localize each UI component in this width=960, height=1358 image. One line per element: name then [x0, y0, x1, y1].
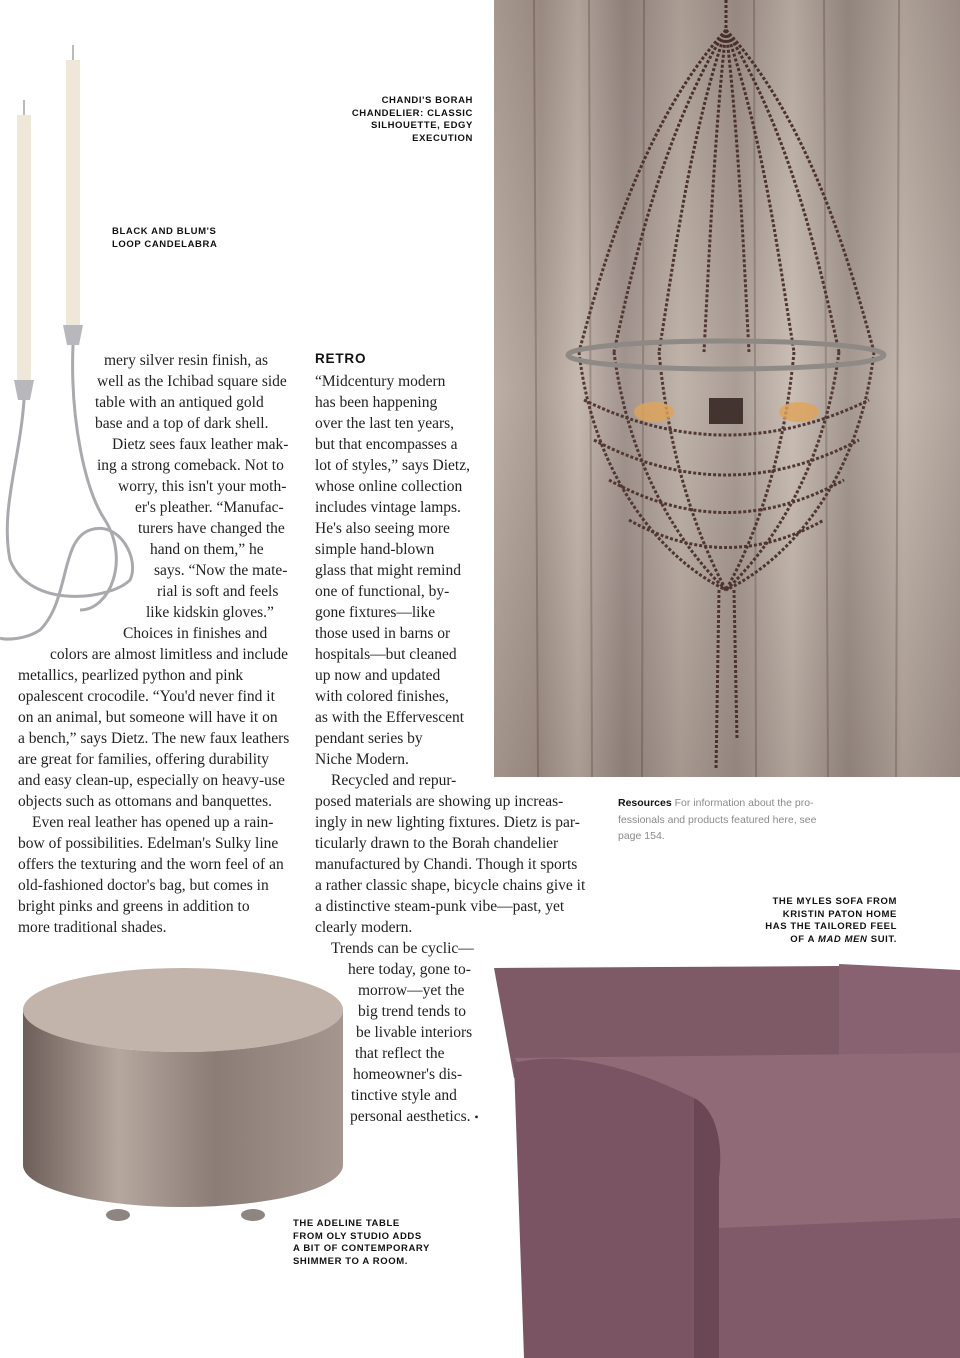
text-line: and easy clean-up, especially on heavy-use — [18, 772, 285, 789]
text-line: Recycled and repur- — [331, 772, 457, 789]
caption-line: SHIMMER TO A ROOM. — [293, 1255, 408, 1267]
text-line: whose online collection — [315, 478, 463, 495]
text-line: a bench,” says Dietz. The new faux leathers — [18, 730, 290, 747]
text-line: personal aesthetics. — [350, 1108, 471, 1125]
table-caption — [293, 1218, 463, 1268]
text-line: up now and updated — [315, 667, 441, 684]
caption-prefix: OF A — [790, 933, 818, 945]
text-line: says. “Now the mate- — [154, 562, 288, 579]
text-line: table with an antiqued gold — [95, 394, 264, 411]
text-line: simple hand-blown — [315, 541, 435, 558]
caption-line: SILHOUETTE, EDGY — [371, 120, 473, 131]
text-line: be livable interiors — [356, 1024, 473, 1041]
text-line: glass that might remind — [315, 562, 461, 579]
text-line: lot of styles,” says Dietz, — [315, 457, 470, 474]
caption-line: CHANDELIER: CLASSIC — [351, 107, 473, 119]
resources-line-1 — [618, 795, 888, 812]
text-line: rial is soft and feels — [157, 583, 279, 600]
caption-line: CHANDI'S BORAH — [381, 95, 473, 106]
text-line: offers the texturing and the worn feel of an — [18, 856, 284, 873]
text-line: here today, gone to- — [348, 961, 471, 978]
text-line: are great for families, offering durability — [18, 751, 270, 768]
text-line: those used in barns or — [315, 625, 451, 642]
candelabra-photo — [0, 40, 140, 650]
text-line: that reflect the — [355, 1045, 445, 1062]
text-line: morrow—yet the — [358, 982, 465, 999]
text-line: includes vintage lamps. — [315, 499, 461, 516]
text-line: on an animal, but someone will have it on — [18, 709, 278, 726]
text-line: hand on them,” he — [150, 541, 264, 558]
text-line: He's also seeing more — [315, 520, 450, 537]
text-line: ticularly drawn to the Borah chandelier — [315, 835, 559, 852]
table-photo — [18, 960, 348, 1225]
text-line: ing a strong comeback. Not to — [97, 457, 284, 474]
sofa-illustration — [494, 958, 960, 1358]
chandelier-caption — [330, 95, 473, 145]
text-line: Even real leather has opened up a rain- — [32, 814, 274, 831]
candelabra-caption — [112, 226, 272, 251]
caption-line: KRISTIN PATON HOME — [782, 908, 897, 920]
text-line: old-fashioned doctor's bag, but comes in — [18, 877, 269, 894]
caption-line: BLACK AND BLUM'S — [112, 226, 217, 237]
caption-line: FROM OLY STUDIO ADDS — [293, 1230, 422, 1242]
text-line: metallics, pearlized python and pink — [18, 667, 244, 684]
caption-italic-title: MAD MEN — [817, 933, 868, 945]
caption-line-last — [730, 934, 897, 947]
text-line: opalescent crocodile. “You'd never find it — [18, 688, 275, 705]
text-line: more traditional shades. — [18, 919, 167, 936]
photo-shading — [494, 0, 960, 777]
caption-line: THE MYLES SOFA FROM — [772, 896, 897, 907]
caption-line: THE ADELINE TABLE — [293, 1218, 400, 1229]
text-line: posed materials are showing up increas- — [315, 793, 564, 810]
resources-text: For information about the pro- — [674, 797, 814, 809]
text-line: ingly in new lighting fixtures. Dietz is par- — [315, 814, 580, 831]
text-line: one of functional, by- — [315, 583, 450, 600]
sofa-caption — [730, 896, 897, 946]
text-line: bright pinks and greens in addition to — [18, 898, 250, 915]
caption-line: HAS THE TAILORED FEEL — [765, 921, 897, 932]
text-line: like kidskin gloves.” — [146, 604, 274, 621]
end-mark: • — [474, 1110, 479, 1124]
resources-line-3: page 154. — [618, 830, 665, 842]
text-line: well as the Ichibad square side — [97, 373, 287, 390]
text-line: as with the Effervescent — [315, 709, 465, 726]
resources-label: Resources — [618, 797, 672, 809]
text-line: Trends can be cyclic— — [331, 940, 474, 957]
text-line: with colored finishes, — [315, 688, 449, 705]
text-line: but that encompasses a — [315, 436, 458, 453]
text-line: Choices in finishes and — [123, 625, 268, 642]
text-line: homeowner's dis- — [353, 1066, 463, 1083]
text-line: hospitals—but cleaned — [315, 646, 457, 663]
text-line: over the last ten years, — [315, 415, 455, 432]
resources-note — [618, 795, 888, 845]
text-line: bow of possibilities. Edelman's Sulky line — [18, 835, 279, 852]
text-line: big trend tends to — [358, 1003, 467, 1020]
text-line: colors are almost limitless and include — [50, 646, 289, 663]
text-line: gone fixtures—like — [315, 604, 436, 621]
text-line: mery silver resin finish, as — [104, 352, 269, 369]
text-line: a distinctive steam-punk vibe—past, yet — [315, 898, 565, 915]
text-line-last — [350, 1106, 479, 1128]
sofa-photo — [494, 958, 960, 1358]
text-line: er's pleather. “Manufac- — [135, 499, 284, 516]
chandelier-photo — [494, 0, 960, 777]
text-line: clearly modern. — [315, 919, 413, 936]
caption-line: LOOP CANDELABRA — [112, 238, 218, 250]
text-line: pendant series by — [315, 730, 423, 747]
text-line: has been happening — [315, 394, 438, 411]
text-line: a rather classic shape, bicycle chains give it — [315, 877, 586, 894]
text-line: Dietz sees faux leather mak- — [112, 436, 289, 453]
text-line: tinctive style and — [351, 1087, 457, 1104]
resources-line-2: fessionals and products featured here, see — [618, 813, 817, 826]
caption-line: EXECUTION — [412, 132, 473, 144]
text-line: worry, this isn't your moth- — [118, 478, 287, 495]
caption-line: A BIT OF CONTEMPORARY — [293, 1243, 430, 1254]
text-line: manufactured by Chandi. Though it sports — [315, 856, 578, 873]
section-heading-retro: RETRO — [315, 351, 367, 366]
text-line: base and a top of dark shell. — [95, 415, 269, 432]
text-line: Niche Modern. — [315, 751, 409, 768]
text-line: “Midcentury modern — [315, 373, 446, 390]
caption-suffix: SUIT. — [867, 933, 897, 945]
text-line: objects such as ottomans and banquettes. — [18, 793, 272, 810]
text-line: turers have changed the — [138, 520, 285, 537]
